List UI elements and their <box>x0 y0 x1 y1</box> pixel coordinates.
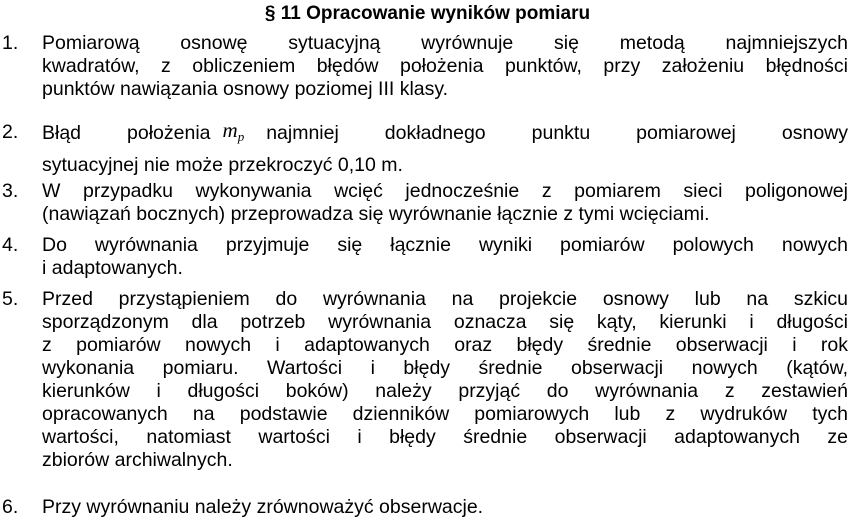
item-text <box>42 180 848 226</box>
text-line: sporządzonym dla potrzeb wyrównania oznacza się kąty, kierunki i długości <box>42 311 848 333</box>
text-line: wykonania pomiaru. Wartości i błędy średnie obserwacji nowych (kątów, <box>42 357 848 379</box>
math-symbol-m-p <box>223 114 245 149</box>
text-line: kwadratów, z obliczeniem błędów położenia punktów, przy założeniu błędności <box>42 55 848 77</box>
text-line: Pomiarową osnowę sytuacyjną wyrównuje się metodą najmniejszych <box>42 32 848 54</box>
item-text <box>42 234 848 280</box>
text-line: punktów nawiązania osnowy poziomej III klasy. <box>42 78 449 100</box>
text-line: wartości, natomiast wartości i błędy średnie obserwacji adaptowanych ze <box>42 426 848 448</box>
text-segment: najmniej dokładnego punktu pomiarowej osnowy <box>266 122 848 144</box>
item-number: 1. <box>2 32 19 54</box>
text-line: (nawiązań bocznych) przeprowadza się wyrównanie łącznie z tymi wcięciami. <box>42 203 710 225</box>
text-segment: Błąd położenia <box>42 122 211 144</box>
math-symbol-main: m <box>222 118 238 142</box>
item-number: 2. <box>2 121 19 143</box>
text-line: Przy wyrównaniu należy zrównoważyć obserwacje. <box>42 496 484 518</box>
text-line: Przed przystąpieniem do wyrównania na projekcie osnowy lub na szkicu <box>42 288 848 310</box>
text-line: Do wyrównania przyjmuje się łącznie wyniki pomiarów polowych nowych <box>42 234 848 256</box>
text-line <box>42 116 848 149</box>
text-line: W przypadku wykonywania wcięć jednocześnie z pomiarem sieci poligonowej <box>42 180 848 202</box>
item-number: 4. <box>2 234 19 256</box>
item-text <box>42 116 848 177</box>
text-line: zbiorów archiwalnych. <box>42 449 233 471</box>
item-number: 6. <box>2 496 19 518</box>
item-number: 3. <box>2 180 19 202</box>
item-text <box>42 496 848 519</box>
item-text <box>42 32 848 101</box>
section-title: § 11 Opracowanie wyników pomiaru <box>264 3 591 24</box>
text-line: opracowanych na podstawie dzienników pomiarowych lub z wydruków tych <box>42 403 848 425</box>
math-symbol-subscript: p <box>237 129 245 144</box>
item-text <box>42 288 848 472</box>
text-line: sytuacyjnej nie może przekroczyć 0,10 m. <box>42 154 403 176</box>
item-number: 5. <box>2 288 19 310</box>
text-line: i adaptowanych. <box>42 257 183 279</box>
text-line: z pomiarów nowych i adaptowanych oraz błędy średnie obserwacji i rok <box>42 334 848 356</box>
text-line: kierunków i długości boków) należy przyjąć do wyrównania z zestawień <box>42 380 848 402</box>
